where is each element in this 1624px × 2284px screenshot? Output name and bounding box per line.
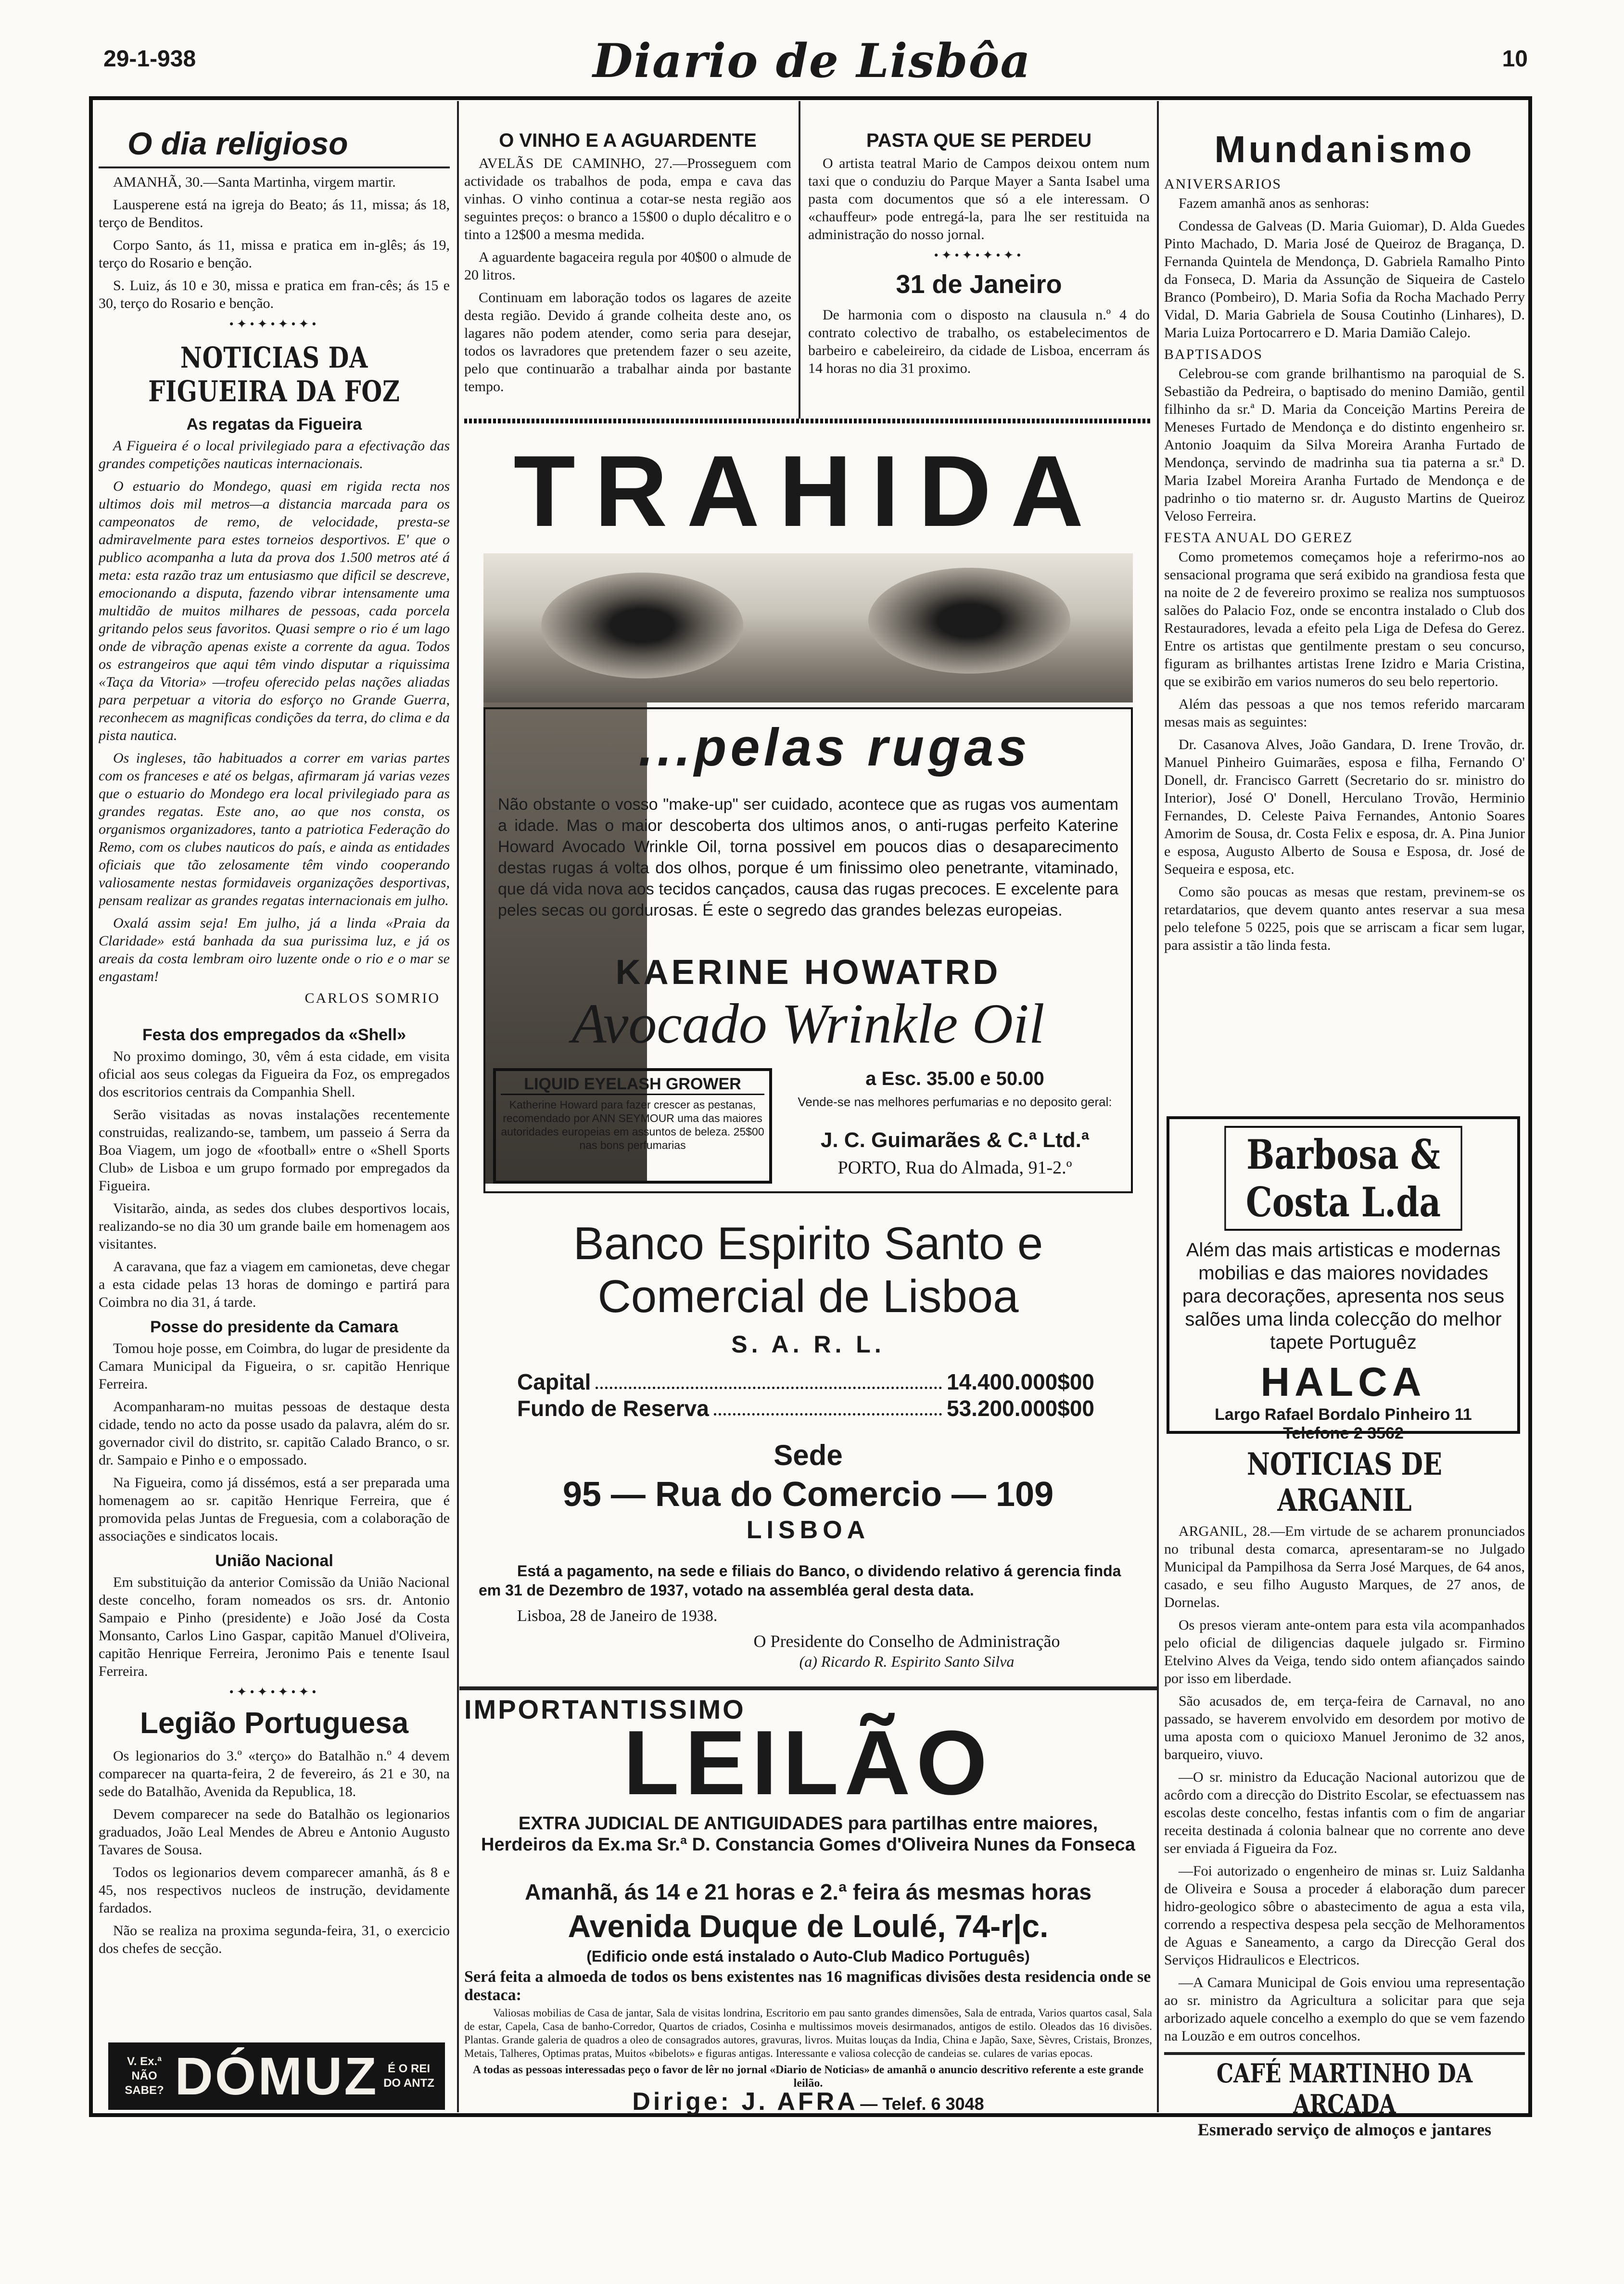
- mundanismo-column: [1164, 101, 1525, 1087]
- banco-dated: Lisboa, 28 de Janeiro de 1938.: [517, 1607, 718, 1625]
- barbosa-phone: Telefone 2 3562: [1283, 1424, 1404, 1442]
- aniversarios-para: Condessa de Galveas (D. Maria Guiomar), D. Alda Guedes Pinto Machado, D. Maria José de Queiroz de Bragança, D. Fernanda Quintela de Mendonça, D. Gabriela Ramalho Pinto da Fonseca, D. Maria da Assunção de Siqueira de Castelo Branco (Pombeiro), D. Maria Sofia da Rocha Machado Perry Vidal, D. Maria Gabriela de Sousa Coutinho (Linhares), D. Maria Luiza Portocarrero e D. Maria Damião Calejo.: [1164, 218, 1525, 341]
- religioso-para: AMANHÃ, 30.—Santa Martinha, virgem martir.: [113, 174, 396, 190]
- barbosa-title: Barbosa & Costa L.da: [1224, 1126, 1462, 1231]
- arganil-para: Os presos vieram ante-ontem para esta vila acompanhados pelo oficial de diligencias daquele julgado sr. Firmino Etelvino Alves da Veiga, tendo sido ontem afiançados saindo por isso em liberdade.: [1164, 1617, 1525, 1686]
- trahida-subline: ...pelas rugas: [638, 718, 1031, 777]
- page-number: 10: [1502, 46, 1528, 72]
- leader-dots: [596, 1369, 942, 1389]
- uniao-para: Em substituição da anterior Comissão da União Nacional deste concelho, foram nomeados os srs. dr. Antonio Sampaio e Pinho (presidente) e João José da Costa Monsanto, Carlos Lino Gaspar, capitão Manuel d'Oliveira, capitão Henrique Ferreira, Jeronimo Pais e tenente Isaul Ferreira.: [99, 1574, 450, 1679]
- figueira-para: A Figueira é o local privilegiado para a efectivação das grandes competições nauticas internacionais.: [99, 438, 450, 472]
- gerez-para: Além das pessoas a que nos temos referido marcaram mesas mais as seguintes:: [1164, 696, 1525, 730]
- domuz-right-text: É O REI DO ANTZ: [383, 2062, 434, 2090]
- divider: [1164, 2052, 1525, 2055]
- domuz-brand: DÓMUZ: [175, 2046, 379, 2106]
- figueira-signature: CARLOS SOMRIO: [304, 990, 440, 1006]
- banco-body: Está a pagamento, na sede e filiais do Banco, o dividendo relativo á gerencia finda em 31 de Dezembro de 1937, votado na assembléa geral desta data.: [479, 1562, 1121, 1599]
- capital-label: Capital: [517, 1369, 591, 1394]
- arganil-para: ARGANIL, 28.—Em virtude de se acharem pronunciados no tribunal desta comarca, apresentaram-se no Julgado Municipal da Pampilhosa da Serra José Marques, de 64 anos, casado, e seu filho Augusto Marques, de 27 anos, de Dornelas.: [1164, 1523, 1525, 1610]
- uniao-title: União Nacional: [215, 1552, 333, 1570]
- camara-para: Na Figueira, como já dissémos, está a ser preparada uma homenagem ao sr. capitão Henrique Ferreira, que é promovida pelas Juntas de Freguesia, com a colaboração de associações e sindicatos locais.: [99, 1475, 450, 1544]
- camara-para: Acompanharam-no muitas pessoas de destaque desta cidade, tendo no acto da posse usado da palavra, além do sr. governador civil do distrito, sr. capitão Calado Branco, o sr. dr. Sampaio e Pinho e o empossado.: [99, 1399, 450, 1468]
- figueira-title: NOTICIAS DA FIGUEIRA DA FOZ: [148, 341, 400, 408]
- aniversarios-para: Fazem amanhã anos as senhoras:: [1179, 195, 1370, 211]
- left-column: [99, 101, 450, 2112]
- leilao-dirige: Dirige: J. AFRA: [632, 2088, 858, 2116]
- trahida-company: J. C. Guimarães & C.ª Ltd.ª: [820, 1128, 1090, 1152]
- baptisados-para: Celebrou-se com grande brilhantismo na paroquial de S. Sebastião da Pedreira, o baptisado do menino Damião, gentil filhinho da sr.ª D. Maria da Conceição Martins Pereira de Meneses Furtado de Mendonça e do distinto engenheiro sr. Antonio Joaquim da Silva Moreira Aranha Furtado de Mendonça, servindo de madrinha sua tia paterna a sr.ª D. Maria Izabel Moreira Aranha Furtado de Mendonça e de padrinho o tio materno sr. dr. Augusto Martins de Queiroz Veloso Ferreira.: [1164, 366, 1525, 524]
- religioso-para: Corpo Santo, ás 11, missa e pratica em in-glês; ás 19, terço do Rosario e benção.: [99, 237, 450, 271]
- mundanismo-title: Mundanismo: [1214, 128, 1475, 170]
- divider: [459, 1686, 1157, 1690]
- leilao-line3: Será feita a almoeda de todos os bens existentes nas 16 magnificas divisões desta residencia onde se destaca:: [464, 1968, 1151, 2004]
- ornament: •✦•✦•✦•✦•: [934, 248, 1024, 262]
- legiao-title: Legião Portuguesa: [140, 1707, 409, 1740]
- janeiro-title: 31 de Janeiro: [896, 270, 1062, 299]
- eye-left: [541, 573, 743, 678]
- leilao-note: A todas as pessoas interessadas peço o favor de lêr no jornal «Diario de Noticias» de amanhã o anuncio descritivo referente a este grande leilão.: [472, 2064, 1144, 2090]
- martinho-ad: [1164, 2052, 1525, 2139]
- arganil-para: São acusados de, em terça-feira de Carnaval, no ano passado, se haverem envolvido em desordem por motivo de uma aposta com o quicioxo Manuel Jeronimo de 32 anos, barqueiro, viuvo.: [1164, 1693, 1525, 1762]
- leilao-line2: Amanhã, ás 14 e 21 horas e 2.ª feira ás mesmas horas: [525, 1879, 1091, 1904]
- capital-row: [517, 1369, 1094, 1395]
- eyes-photo: [483, 553, 1133, 702]
- trahida-headline: TRAHIDA: [513, 434, 1103, 548]
- shell-title: Festa dos empregados da «Shell»: [142, 1026, 406, 1044]
- legiao-para: Devem comparecer na sede do Batalhão os legionarios graduados, João Leal Mendes de Abreu e Antonio Augusto Tavares de Sousa.: [99, 1806, 450, 1858]
- religioso-title: O dia religioso: [127, 126, 348, 161]
- barbosa-brand: HALCA: [1260, 1359, 1426, 1404]
- vinho-para: Continuam em laboração todos os lagares de azeite desta região. Devido á grande colheita deste ano, os lagares não podem atender, como seria para desejar, todos os lavradores que pretendem fazer o seu azeite, pelo que continuarão a trabalhar ainda por bastante tempo.: [464, 290, 791, 395]
- shell-para: Visitarão, ainda, as sedes dos clubes desportivos locais, realizando-se no dia 30 um grande baile em homenagem aos visitantes.: [99, 1200, 450, 1252]
- ornament: •✦•✦•✦•✦•: [229, 317, 319, 331]
- camara-title: Posse do presidente da Camara: [150, 1318, 398, 1336]
- arganil-para: —Foi autorizado o engenheiro de minas sr. Luiz Saldanha de Oliveira e Sousa a proceder á elaboração dum parecer hidro-geologico sôbre o abastecimento de agua a esta vila, correndo a respectiva despesa pela secção de Melhoramentos de Aguas e Saneamento, a cargo da Direcção Geral dos Serviços Hidraulicos e Electricos.: [1164, 1863, 1525, 1968]
- leilao-kicker: IMPORTANTISSIMO: [464, 1694, 746, 1724]
- aniversarios-title: ANIVERSARIOS: [1164, 176, 1282, 192]
- legiao-para: Todos os legionarios devem comparecer amanhã, ás 8 e 45, nos respectivos nucleos de instrução, devidamente fardados.: [99, 1864, 450, 1916]
- gerez-para: Dr. Casanova Alves, João Gandara, D. Irene Trovão, dr. Manuel Pinheiro Guimarães, esposa e filha, Fernando O' Donell, dr. Francisco Garrett (Secretario do sr. ministro do Interior), José O' Donell, Herculano Trovão, Herminio Fernandes, D. Celeste Paiva Fernandes, Antonio Soares Amorim de Sousa, dr. Costa Felix e esposa, dr. A. Pina Junior e esposa, Augusto Alberto de Sousa e Esposa, dr. José de Sequeira e esposa, etc.: [1164, 737, 1525, 877]
- leilao-line1: EXTRA JUDICIAL DE ANTIGUIDADES para partilhas entre maiores, Herdeiros da Ex.ma Sr.ª D. Constancia Gomes d'Oliveira Nunes da Fonseca: [481, 1813, 1135, 1855]
- banco-sarl: S. A. R. L.: [731, 1331, 885, 1358]
- figueira-para: Os ingleses, tão habituados a correr em varias partes com os franceses e até os belgas, afirmaram já varias vezes que o estuario do Mondego era local privilegiado para as grandes regatas. Este ano, ao que nos consta, os organismos organizadores, tanto a patriotica Federação do Remo, com os clubes nauticos do país, e ainda as entidades oficiais que tão zelosamente têm vindo cooperando valiosamente nestas formidaveis organizações desportivas, pensam realizar as grandes regatas internacionais em julho.: [99, 750, 450, 908]
- issue-date: 29-1-938: [103, 46, 196, 72]
- leilao-headline: LEILÃO: [623, 1712, 993, 1814]
- barbosa-address: Largo Rafael Bordalo Pinheiro 11: [1215, 1405, 1472, 1424]
- eyelash-box: [493, 1068, 772, 1184]
- banco-signed-role: O Presidente do Conselho de Administração: [753, 1632, 1060, 1651]
- leilao-dirige-row: [464, 2087, 1152, 2116]
- trahida-price: a Esc. 35.00 e 50.00: [865, 1068, 1044, 1089]
- figueira-subtitle: As regatas da Figueira: [186, 415, 362, 434]
- vinho-article: [464, 101, 791, 414]
- martinho-sub: Esmerado serviço de almoços e jantares: [1197, 2120, 1492, 2139]
- fundo-row: [517, 1395, 1094, 1421]
- figueira-para: O estuario do Mondego, quasi em rigida recta nos ultimos dois mil metros—a distancia marcada para os campeonatos de remo, de velocidade, presta-se admiravelmente para estes torneios desportivos. E' que o publico acompanha a luta da prova dos 1.500 metros até á meta: esta razão traz um entusiasmo que dificil se descreve, emocionando a disputa, fazendo vibrar intensamente uma multidão de muitos milhares de pessoas, cada porcela gritando pelos seus favoritos. Quasi sempre o rio é um lago onde de vibração apenas existe a corrente da agua. Todos os estrangeiros que aqui têm vindo disputar a riquissima «Taça da Vitoria» —trofeu oferecido pelas nações aliadas para perpetuar a vitoria do esforço no Grande Guerra, reconhecem as magnificas condições da terra, do clima e da pista nautica.: [99, 478, 450, 743]
- banco-sede-label: Sede: [774, 1439, 843, 1471]
- column-rule: [1157, 101, 1159, 2112]
- arganil-title: NOTICIAS DE ARGANIL: [1246, 1446, 1443, 1518]
- capital-value: 14.400.000$00: [947, 1369, 1094, 1394]
- barbosa-body: Além das mais artisticas e modernas mobilias e das maiores novidades para decorações, apresenta nos seus salões uma linda colecção do melhor tapete Portuguêz: [1182, 1239, 1505, 1353]
- barbosa-ad: [1167, 1116, 1520, 1442]
- pasta-title: PASTA QUE SE PERDEU: [866, 130, 1092, 151]
- banco-title: Banco Espirito Santo e Comercial de Lisboa: [573, 1218, 1043, 1322]
- gerez-title: FESTA ANUAL DO GEREZ: [1164, 530, 1353, 546]
- shell-para: Serão visitadas as novas instalações recentemente construidas, realizando-se, tambem, um passeio á Serra da Boa Viagem, um jogo de «football» entre o «Shell Sports Club» de Lisboa e um grupo formado por empregados da Figueira.: [99, 1107, 450, 1194]
- vinho-title: O VINHO E A AGUARDENTE: [499, 130, 757, 151]
- leilao-ad: [464, 1694, 1152, 2116]
- figueira-para: Oxalá assim seja! Em julho, já a linda «Praia da Claridade» está banhada da sua purissima luz, e já os areais da costa lembram oiro luzente onde o rio e o mar se engastam!: [99, 915, 450, 984]
- ad-border: [464, 419, 1152, 423]
- arganil-column: [1164, 1443, 1525, 2045]
- vinho-para: AVELÃS DE CAMINHO, 27.—Prosseguem com actividade os trabalhos de poda, empa e cava das vinhas. O vinho continua a cotar-se nesta região aos seguintes preços: o branco a 15$00 o duplo décalitro e o tinto a 12$00 a mesma medida.: [464, 155, 791, 242]
- domuz-ad: [108, 2042, 445, 2110]
- banco-signed-name: (a) Ricardo R. Espirito Santo Silva: [799, 1653, 1015, 1670]
- martinho-title: CAFÉ MARTINHO DA ARCADA: [1216, 2058, 1473, 2119]
- banco-ad: [464, 1217, 1152, 1670]
- janeiro-para: De harmonia com o disposto na clausula n.º 4 do contrato colectivo de trabalho, os estabelecimentos de barbeiro e cabeleireiro, da cidade de Lisboa, encerram ás 14 horas no dia 31 proximo.: [808, 307, 1150, 376]
- leilao-small: Valiosas mobilias de Casa de jantar, Sala de visitas londrina, Escritorio em pau santo grandes dimensões, Sala de entrada, Varios quartos casal, Sala de estar, Capela, Casa de banho-Corredor, Quartos de criados, Cosinha e multissimos moveis desirmanados, antigos de estilo. Oleados das 16 divisões. Plantas. Grande galeria de quadros a oleo de consagrados autores, gravuras, livros. Muitas louças da India, China e Japão, Saxe, Sèvres, Cristais, Bronzes, Metais, Talheres, Optimas pratas, Muitos «bibelots» e figuras antigas. Interessante e valiosa colecção de candeias se. culares de varias epocas.: [464, 2007, 1152, 2059]
- banco-address: 95 — Rua do Comercio — 109: [562, 1475, 1054, 1514]
- arganil-para: —A Camara Municipal de Gois enviou uma representação ao sr. ministro da Agricultura a solicitar para que seja arborizado aquele concelho a exemplo do que se vem fazendo na Louzão e em outros concelhos.: [1164, 1975, 1525, 2044]
- divider: [99, 166, 450, 168]
- leilao-address: Avenida Duque de Loulé, 74-r|c.: [568, 1908, 1049, 1944]
- column-rule: [799, 101, 800, 419]
- religioso-para: Lausperene está na igreja do Beato; ás 11, missa; ás 18, terço de Benditos.: [99, 197, 450, 230]
- fundo-label: Fundo de Reserva: [517, 1396, 709, 1421]
- baptisados-title: BAPTISADOS: [1164, 346, 1263, 362]
- pasta-article: [808, 101, 1150, 414]
- legiao-para: Os legionarios do 3.º «terço» do Batalhão n.º 4 devem comparecer na quarta-feira, 2 de fevereiro, ás 21 e 30, na sede do Batalhão, Avenida da Republica, 18.: [99, 1748, 450, 1799]
- trahida-body: Não obstante o vosso "make-up" ser cuidado, acontece que as rugas vos aumentam a idade. Mas o maior descoberta dos ultimos anos, o anti-rugas perfeito Katerine Howard Avocado Wrinkle Oil, torna possivel em poucos dias o desaparecimento destas rugas á volta dos olhos, porque é um finissimo oleo penetrante, vitaminado, que dá vida nova aos tecidos cançados, causa das rugas precoces. E excelente para peles secas ou gordurosas. É este o segredo das grandes belezas europeias.: [498, 795, 1118, 919]
- arganil-para: —O sr. ministro da Educação Nacional autorizou que de acôrdo com a direcção do Distrito Escolar, se efectuassem nas escolas deste concelho, festas infantis com o fim de angariar receita destinada á colonia balnear que no corrente ano deve ser enviada á Figueira da Foz.: [1164, 1769, 1525, 1856]
- trahida-depot: Vende-se nas melhores perfumarias e no deposito geral:: [798, 1095, 1112, 1109]
- shell-para: A caravana, que faz a viagem em camionetas, deve chegar a esta cidade pelas 13 horas de domingo e partirá para Coimbra no dia 31, á tarde.: [99, 1259, 450, 1310]
- trahida-brand: KAERINE HOWATRD: [615, 953, 1001, 992]
- pasta-para: O artista teatral Mario de Campos deixou ontem num taxi que o conduziu do Parque Mayer a Santa Isabel uma pasta com documentos que só a ele interessam. O «chauffeur» pode entregá-la, para lhe ser restituida na administração do nosso jornal.: [808, 155, 1150, 242]
- shell-para: No proximo domingo, 30, vêm á esta cidade, em visita oficial aos seus colegas da Figueira da Foz, os empregados dos escritorios centrais da Companhia Shell.: [99, 1048, 450, 1100]
- trahida-ad: [464, 419, 1152, 1208]
- fundo-value: 53.200.000$00: [947, 1396, 1094, 1421]
- religioso-para: S. Luiz, ás 10 e 30, missa e pratica em fran-cês; ás 15 e 30, terço do Rosario e benção.: [99, 278, 450, 311]
- gerez-para: Como prometemos começamos hoje a referirmo-nos ao sensacional programa que será exibido na grandiosa festa que na noite de 2 de fevereiro proximo se realiza nos sumptuosos salões do Palacio Foz, onde se encontra instalado o Club dos Restauradores, levada a efeito pela Liga de Defesa do Gerez. Entre os artistas que gentilmente prestam o seu concurso, figuram as brilhantes artistas Irene Izidro e Maria Cristina, que se exibirão em varios numeros do seu belo repertorio.: [1164, 549, 1525, 689]
- camara-para: Tomou hoje posse, em Coimbra, do lugar de presidente da Camara Municipal da Figueira, o sr. capitão Henrique Ferreira.: [99, 1340, 450, 1392]
- trahida-product: Avocado Wrinkle Oil: [571, 992, 1045, 1055]
- gerez-para: Como são poucas as mesas que restam, previnem-se os retardatarios, que devem quanto antes reservar a sua mesa pelo telefone 5 0225, pois que se arriscam a ficar sem lugar, para assistir a tão linda festa.: [1164, 884, 1525, 953]
- ornament: •✦•✦•✦•✦•: [229, 1685, 319, 1699]
- newspaper-title: Diario de Lisbôa: [593, 34, 1031, 88]
- eye-right: [868, 568, 1070, 674]
- domuz-left-text: V. Ex.ª NÃO SABE?: [125, 2055, 164, 2097]
- leilao-telef: — Telef. 6 3048: [860, 2094, 984, 2114]
- leilao-edificio: (Edificio onde está instalado o Auto-Club Madico Português): [586, 1948, 1030, 1965]
- banco-city: LISBOA: [746, 1516, 870, 1544]
- eyelash-text: Katherine Howard para fazer crescer as pestanas, recomendado por ANN SEYMOUR uma das maiores autoridades europeias em assuntos de beleza. 25$00 nas bons perfumarias: [501, 1098, 764, 1151]
- leader-dots: [714, 1395, 942, 1416]
- eyelash-title: LIQUID EYELASH GROWER: [501, 1075, 764, 1095]
- column-rule: [457, 101, 459, 2112]
- trahida-address: PORTO, Rua do Almada, 91-2.º: [837, 1158, 1072, 1178]
- vinho-para: A aguardente bagaceira regula por 40$00 o almude de 20 litros.: [464, 249, 791, 283]
- legiao-para: Não se realiza na proxima segunda-feira, 31, o exercicio dos chefes de secção.: [99, 1923, 450, 1956]
